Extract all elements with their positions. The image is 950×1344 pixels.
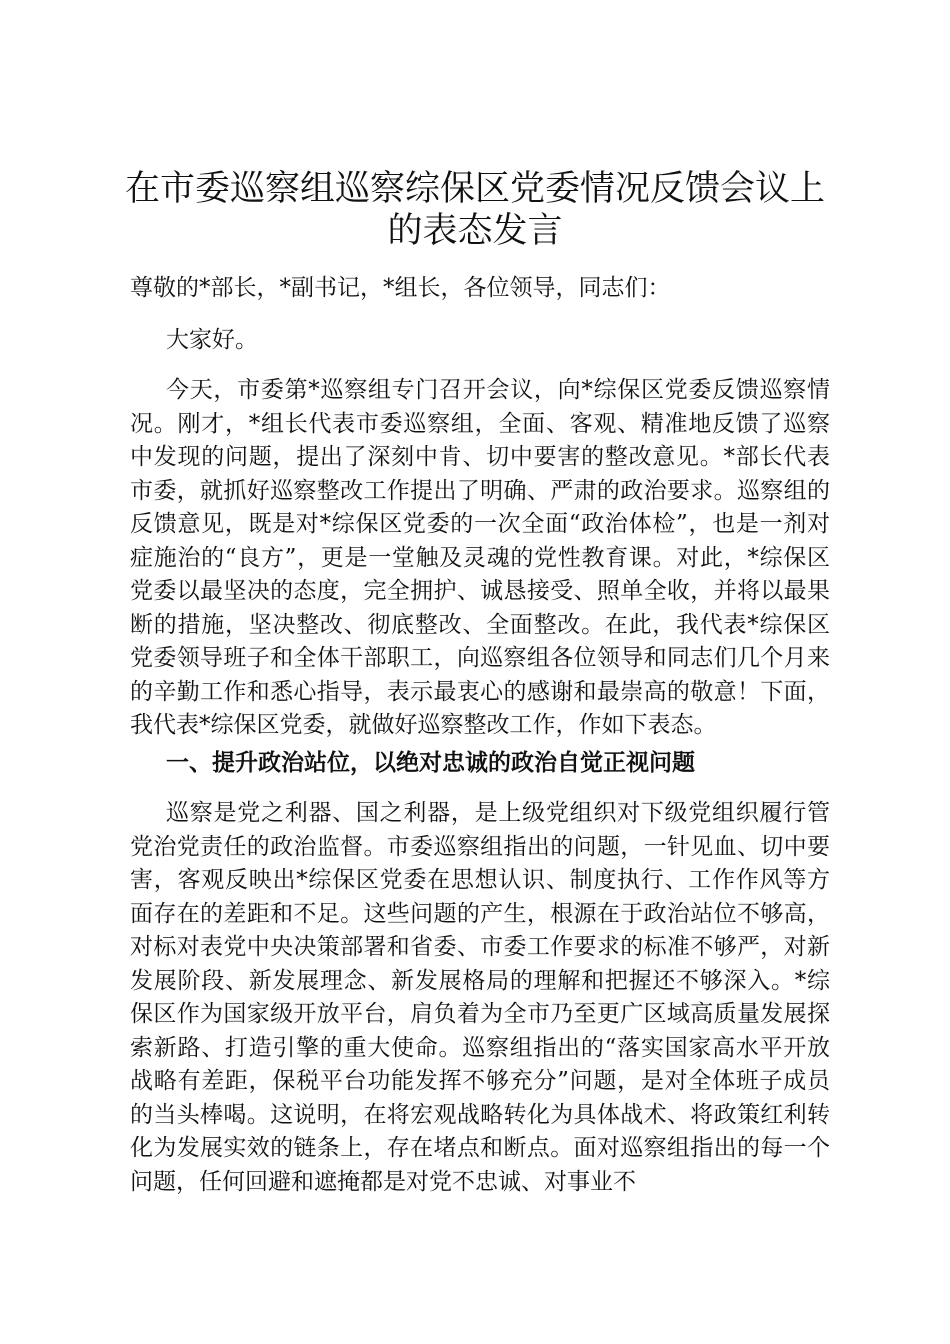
opening-paragraph: 今天，市委第*巡察组专门召开会议，向*综保区党委反馈巡察情况。刚才，*组长代表市委巡察组，全面、客观、精准地反馈了巡察中发现的问题，提出了深刻中肯、切中要害的整改意见。*部长代表市委，就抓好巡察整改工作提出了明确、严肃的政治要求。巡察组的反馈意见，既是对*综保区党委的一次全面“政治体检”，也是一剂对症施治的“良方”，更是一堂触及灵魂的党性教育课。对此，*综保区党委以最坚决的态度，完全拥护、诚恳接受、照单全收，并将以最果断的措施，坚决整改、彻底整改、全面整改。在此，我代表*综保区党委领导班子和全体干部职工，向巡察组各位领导和同志们几个月来的辛勤工作和悉心指导，表示最衷心的感谢和最崇高的敬意！下面，我代表*综保区党委，就做好巡察整改工作，作如下表态。	[130, 377, 830, 738]
section-1-paragraph: 巡察是党之利器、国之利器，是上级党组织对下级党组织履行管党治党责任的政治监督。市委巡察组指出的问题，一针见血、切中要害，客观反映出*综保区党委在思想认识、制度执行、工作作风等方面存在的差距和不足。这些问题的产生，根源在于政治站位不够高，对标对表党中央决策部署和省委、市委工作要求的标准不够严，对新发展阶段、新发展理念、新发展格局的理解和把握还不够深入。*综保区作为国家级开放平台，肩负着为全市乃至更广区域高质量发展探索新路、打造引擎的重大使命。巡察组指出的“落实国家高水平开放战略有差距，保税平台功能发挥不够充分”问题，是对全体班子成员的当头棒喝。这说明，在将宏观战略转化为具体战术、将政策红利转化为发展实效的链条上，存在堵点和断点。面对巡察组指出的每一个问题，任何回避和遮掩都是对党不忠诚、对事业不	[130, 800, 830, 1195]
section-heading-1: 一、提升政治站位，以绝对忠诚的政治自觉正视问题	[166, 750, 695, 776]
document-title: 在市委巡察组巡察综保区党委情况反馈会议上的表态发言	[124, 169, 825, 251]
salutation: 尊敬的*部长，*副书记，*组长，各位领导，同志们：	[130, 275, 671, 301]
greeting: 大家好。	[166, 327, 258, 353]
